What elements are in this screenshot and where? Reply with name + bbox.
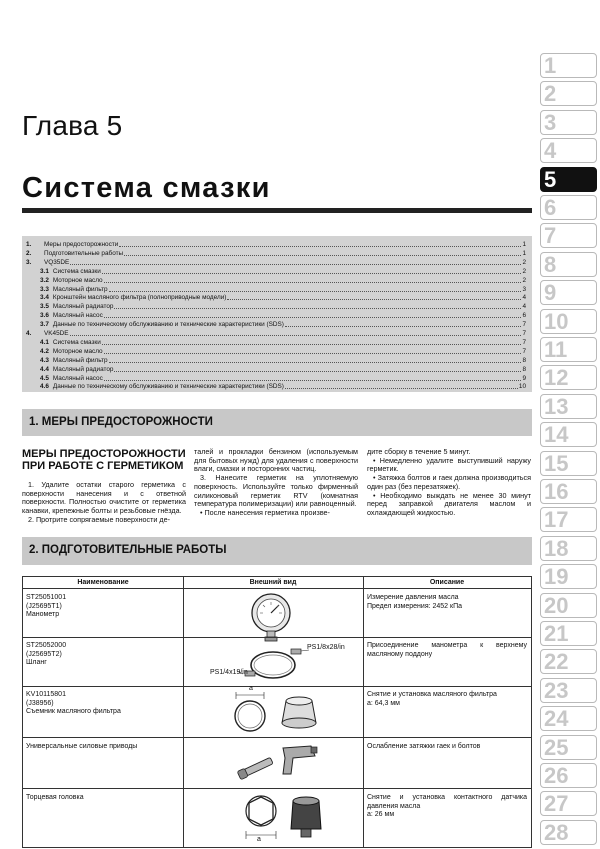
- toc-page-number: 6: [522, 312, 526, 320]
- toc-page-number: 10: [518, 383, 526, 391]
- toc-page-number: 1: [522, 241, 526, 248]
- toc-page-number: 1: [522, 249, 526, 257]
- dimension-a-label: a: [249, 685, 253, 692]
- row5-name: Торцевая головка: [26, 794, 84, 801]
- toc-title: Масляный фильтр: [52, 285, 108, 293]
- toc-title: Моторное масло: [52, 276, 103, 284]
- tool-name: Съемник масляного фильтра: [26, 708, 121, 716]
- part-number: ST25051001: [26, 594, 67, 601]
- toc-title: VQ35DE: [44, 258, 70, 266]
- toc-number: 3.4: [40, 294, 49, 302]
- part-number: ST25052000: [26, 642, 67, 649]
- toc-entry[interactable]: [40, 347, 526, 356]
- toc-page-number: 2: [522, 276, 526, 284]
- section-header-text: 1. МЕРЫ ПРЕДОСТОРОЖНОСТИ: [29, 416, 213, 428]
- paragraph: • После нанесения герметика произве-: [200, 507, 330, 517]
- dimension-a-label: a: [257, 836, 261, 843]
- toc-page-number: 4: [522, 294, 526, 302]
- row3-name: [26, 691, 121, 717]
- paragraph: • Затяжка болтов и гаек должна производиться один раз (без перезатяжек).: [367, 473, 531, 491]
- toc-page-number: 8: [522, 365, 526, 373]
- desc-line: Снятие и установка контактного датчика давления масла: [367, 794, 527, 810]
- chapter-tab-12[interactable]: 12: [540, 365, 597, 390]
- chapter-tab-14[interactable]: 14: [540, 422, 597, 447]
- row4-desc: Ослабление затяжки гаек и болтов: [367, 743, 481, 750]
- chapter-label: Глава 5: [22, 110, 123, 141]
- toc-number: 3.1: [40, 267, 49, 275]
- col-header-description: Описание: [363, 577, 531, 589]
- paragraph: 2. Протрите сопрягаемые поверхности де-: [28, 514, 171, 524]
- toc-entry[interactable]: [40, 267, 526, 276]
- chapter-tab-4[interactable]: 4: [540, 138, 597, 163]
- manometer-illustration: [243, 591, 303, 643]
- row2-name: [26, 642, 66, 668]
- row4-name: Универсальные силовые приводы: [26, 743, 138, 750]
- toc-page-number: 8: [522, 356, 526, 364]
- toc-leader-dots: [70, 264, 521, 265]
- toc-entry[interactable]: [26, 249, 526, 258]
- toc-number: 4.: [26, 330, 32, 337]
- toc-number: 4.5: [40, 374, 49, 382]
- toc-page-number: 7: [522, 338, 526, 346]
- toc-title: Масляный насос: [52, 312, 103, 320]
- toc-title: Данные по техническому обслуживанию и технические характеристики (SDS): [52, 321, 284, 329]
- toc-leader-dots: [102, 273, 522, 274]
- toc-leader-dots: [285, 326, 522, 327]
- toc-title: Меры предосторожности: [44, 241, 119, 248]
- toc-entry[interactable]: [40, 276, 526, 285]
- chapter-tab-26[interactable]: 26: [540, 763, 597, 788]
- alt-number: (J25695T1): [26, 602, 62, 610]
- paragraph: 3. Нанесите герметик на уплотняемую поверхность. Используйте только фирменный силиконовый герметик RTV (комнатная температура полимеризации) или равноценный.: [194, 473, 358, 509]
- col-header-name: Наименование: [23, 577, 183, 589]
- alt-number: (J25695T2): [26, 650, 62, 658]
- toc-title: VK45DE: [44, 330, 69, 337]
- toc-number: 4.6: [40, 383, 49, 391]
- row-divider: [23, 686, 531, 687]
- row1-name: [26, 594, 66, 620]
- toc-title: Масляный фильтр: [52, 356, 108, 364]
- toc-title: Данные по техническому обслуживанию и технические характеристики (SDS): [52, 383, 284, 391]
- chapter-tab-25[interactable]: 25: [540, 735, 597, 760]
- col-header-appearance: Внешний вид: [183, 577, 363, 589]
- chapter-tab-16[interactable]: 16: [540, 479, 597, 504]
- tools-table: [22, 576, 532, 848]
- toc-entry[interactable]: [40, 302, 526, 311]
- chapter-tab-27[interactable]: 27: [540, 791, 597, 816]
- chapter-tab-13[interactable]: 13: [540, 394, 597, 419]
- toc-leader-dots: [104, 317, 522, 318]
- toc-page-number: 9: [522, 374, 526, 382]
- chapter-tab-2[interactable]: 2: [540, 81, 597, 106]
- toc-leader-dots: [104, 353, 522, 354]
- toc-entry[interactable]: [26, 329, 526, 338]
- toc-page-number: 7: [522, 330, 526, 337]
- power-tools-illustration: [237, 738, 321, 786]
- toc-number: 1.: [26, 241, 32, 248]
- chapter-tab-5[interactable]: 5: [540, 167, 597, 192]
- chapter-tab-1[interactable]: 1: [540, 53, 597, 78]
- toc-leader-dots: [104, 282, 522, 283]
- row-divider: [23, 637, 531, 638]
- toc-number: 4.3: [40, 356, 49, 364]
- toc-leader-dots: [102, 344, 522, 345]
- chapter-tab-10[interactable]: 10: [540, 309, 597, 334]
- toc-entry[interactable]: [40, 382, 526, 391]
- toc-entry[interactable]: [40, 293, 526, 302]
- toc-title: Система смазки: [52, 267, 101, 275]
- table-of-contents: [22, 236, 532, 392]
- paragraph: талей и прокладки бензином (используемым для бытовых нужд) для удаления с поверхности влаги, смазки и посторонних частиц.: [194, 447, 358, 474]
- toc-entry[interactable]: [40, 338, 526, 347]
- desc-line: Измерение давления масла: [367, 594, 459, 601]
- chapter-tab-24[interactable]: 24: [540, 706, 597, 731]
- toc-page-number: 3: [522, 285, 526, 293]
- tool-name: Манометр: [26, 611, 60, 619]
- toc-entry[interactable]: [26, 240, 526, 249]
- toc-number: 3.2: [40, 276, 49, 284]
- toc-entry[interactable]: [40, 285, 526, 294]
- chapter-tab-20[interactable]: 20: [540, 593, 597, 618]
- toc-title: Кронштейн масляного фильтра (полноприводные модели): [52, 294, 227, 302]
- text-column-2: [194, 448, 358, 518]
- alt-number: (J38956): [26, 699, 54, 707]
- toc-title: Масляный радиатор: [52, 303, 114, 311]
- toc-entry[interactable]: [40, 311, 526, 320]
- chapter-tab-15[interactable]: 15: [540, 451, 597, 476]
- paragraph: дите сборку в течение 5 минут.: [367, 447, 471, 456]
- toc-title: Система смазки: [52, 338, 101, 346]
- paragraph: • Необходимо выждать не менее 30 минут перед заправкой двигателя маслом и охлаждающей жидкостью.: [367, 490, 531, 517]
- toc-number: 3.5: [40, 303, 49, 311]
- toc-page-number: 2: [522, 267, 526, 275]
- section-header-precautions: [22, 409, 532, 436]
- chapter-tab-11[interactable]: 11: [540, 337, 597, 362]
- toc-page-number: 2: [522, 258, 526, 266]
- chapter-tab-9[interactable]: 9: [540, 280, 597, 305]
- chapter-tab-23[interactable]: 23: [540, 678, 597, 703]
- toc-number: 3.6: [40, 312, 49, 320]
- toc-entry[interactable]: [40, 365, 526, 374]
- row3-desc: [367, 691, 497, 708]
- chapter-title: Система смазки: [22, 172, 271, 204]
- toc-entry[interactable]: [40, 374, 526, 383]
- toc-leader-dots: [227, 299, 521, 300]
- column-divider: [363, 577, 364, 847]
- toc-number: 3.7: [40, 321, 49, 329]
- section-header-text: 2. ПОДГОТОВИТЕЛЬНЫЕ РАБОТЫ: [29, 544, 227, 556]
- toc-leader-dots: [124, 255, 521, 256]
- row1-desc: [367, 594, 462, 611]
- chapter-tab-17[interactable]: 17: [540, 507, 597, 532]
- toc-title: Масляный радиатор: [52, 365, 114, 373]
- chapter-tab-6[interactable]: 6: [540, 195, 597, 220]
- toc-entry[interactable]: [40, 320, 526, 329]
- toc-leader-dots: [109, 291, 522, 292]
- chapter-tab-19[interactable]: 19: [540, 564, 597, 589]
- toc-entry[interactable]: [40, 356, 526, 365]
- toc-title: Масляный насос: [52, 374, 103, 382]
- part-number: KV10115801: [26, 691, 66, 698]
- toc-page-number: 7: [522, 347, 526, 355]
- hose-label-ps1-8: PS1/8x28/in: [307, 644, 345, 651]
- column-divider: [183, 577, 184, 847]
- toc-leader-dots: [70, 335, 522, 336]
- paragraph: • Немедленно удалите выступивший наружу герметик.: [367, 455, 531, 474]
- chapter-tab-28[interactable]: 28: [540, 820, 597, 845]
- toc-leader-dots: [104, 380, 522, 381]
- row5-desc: [367, 794, 527, 820]
- toc-number: 4.1: [40, 338, 49, 346]
- toc-leader-dots: [285, 388, 518, 389]
- tool-name: Шланг: [26, 659, 47, 667]
- toc-page-number: 7: [522, 321, 526, 329]
- toc-leader-dots: [119, 246, 521, 247]
- row2-desc: Присоединение манометра к верхнему масляному поддону: [367, 642, 527, 658]
- toc-page-number: 4: [522, 303, 526, 311]
- hose-label-ps1-4: PS1/4x19/in: [210, 669, 248, 676]
- section-header-preparation: [22, 537, 532, 565]
- chapter-tab-7[interactable]: 7: [540, 223, 597, 248]
- toc-title: Моторное масло: [52, 347, 103, 355]
- socket-illustration: [237, 789, 337, 845]
- paragraph: 1. Удалите остатки старого герметика с поверхности нанесения и с ответной поверхности. Полностью очистите от герметика канавки, крепежные болты и резьбовые гнёзда.: [22, 480, 186, 516]
- desc-line: Снятие и установка масляного фильтра: [367, 691, 497, 698]
- sealant-subheading: МЕРЫ ПРЕДОСТОРОЖНОСТИ ПРИ РАБОТЕ С ГЕРМЕТИКОМ: [22, 448, 186, 472]
- toc-leader-dots: [109, 362, 522, 363]
- toc-leader-dots: [114, 371, 521, 372]
- desc-line: Предел измерения: 2452 кПа: [367, 602, 463, 610]
- text-column-1: [22, 481, 186, 525]
- title-rule: [22, 208, 532, 213]
- chapter-tab-22[interactable]: 22: [540, 649, 597, 674]
- toc-entry[interactable]: [26, 258, 526, 267]
- toc-number: 4.4: [40, 365, 49, 373]
- toc-number: 4.2: [40, 347, 49, 355]
- chapter-tab-21[interactable]: 21: [540, 621, 597, 646]
- desc-line: a: 64,3 мм: [367, 699, 400, 707]
- desc-line: a: 26 мм: [367, 811, 395, 819]
- toc-number: 3.3: [40, 285, 49, 293]
- toc-number: 2.: [26, 249, 32, 257]
- chapter-tab-3[interactable]: 3: [540, 110, 597, 135]
- chapter-tab-18[interactable]: 18: [540, 536, 597, 561]
- filter-wrench-illustration: [226, 689, 326, 735]
- toc-title: Подготовительные работы: [44, 249, 124, 257]
- toc-leader-dots: [114, 308, 521, 309]
- chapter-tab-8[interactable]: 8: [540, 252, 597, 277]
- text-column-3: [367, 448, 531, 518]
- toc-number: 3.: [26, 258, 32, 266]
